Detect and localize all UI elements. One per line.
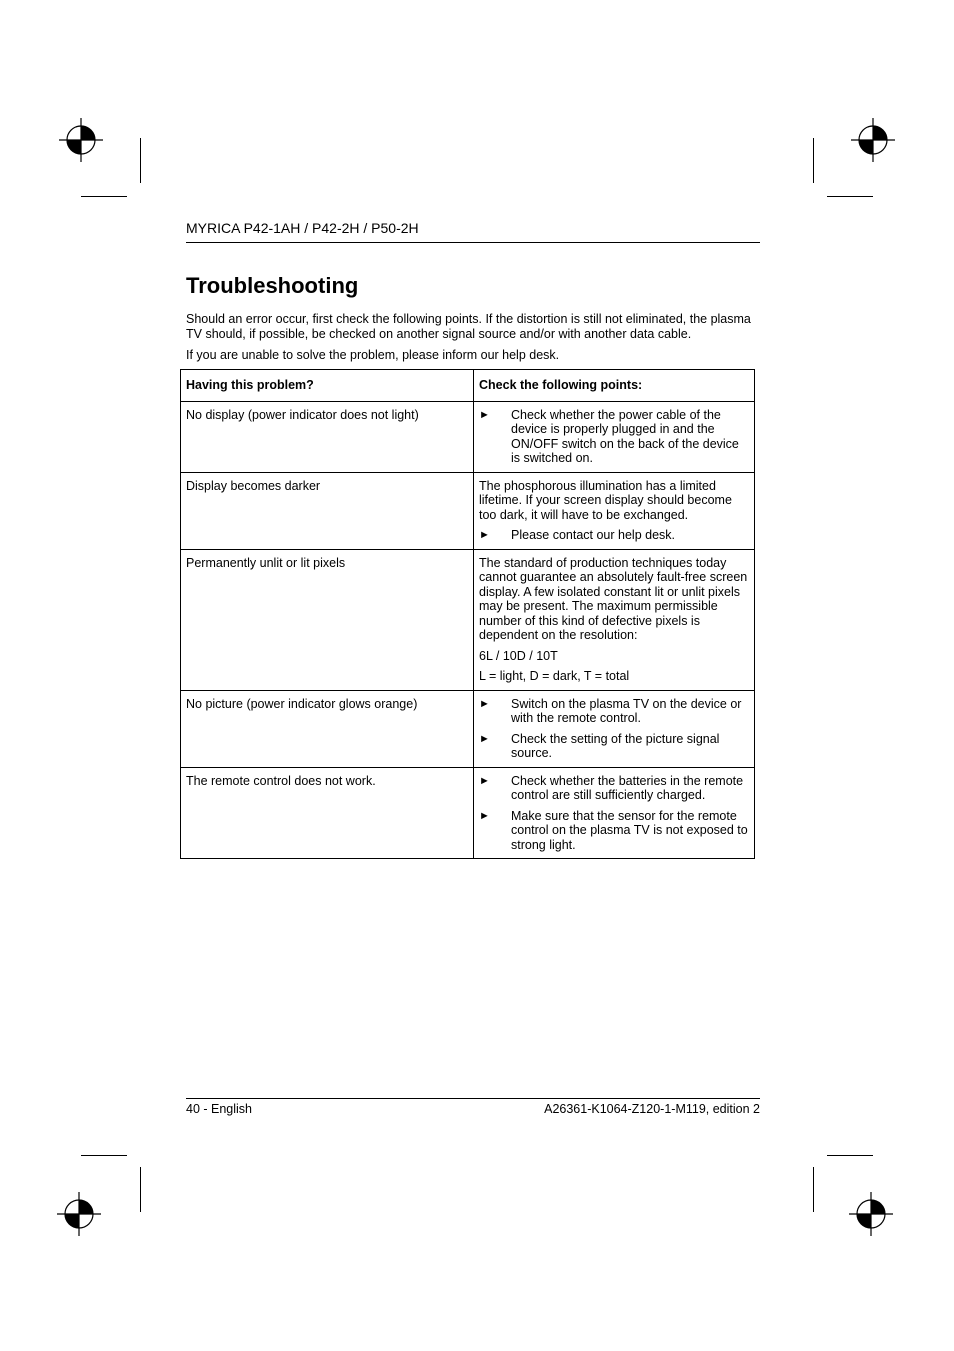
crop-mark [813, 1167, 814, 1212]
crop-mark [81, 196, 127, 197]
solution-bullet [479, 732, 749, 761]
registration-mark-icon [849, 1192, 893, 1236]
solution-text: The phosphorous illumination has a limited lifetime. If your screen display should become too dark, it will have to be exchanged. [479, 478, 732, 522]
table-row [181, 472, 755, 549]
registration-mark-icon [851, 118, 895, 162]
bullet-arrow-icon: ► [479, 529, 490, 541]
crop-mark [140, 138, 141, 183]
solution-text: The standard of production techniques today cannot guarantee an absolutely fault-free screen display. A few isolated constant lit or unlit pixels may be present. The maximum permissible number of this kind of defective pixels is dependent on the resolution: [479, 555, 748, 642]
crop-mark [827, 1155, 873, 1156]
running-header [186, 220, 760, 243]
page-number: 40 - English [186, 1102, 253, 1116]
bullet-text: Switch on the plasma TV on the device or with the remote control. [511, 696, 742, 725]
solution-bullet [479, 528, 749, 543]
document-id: A26361-K1064-Z120-1-M119, edition 2 [544, 1102, 760, 1116]
crop-mark [813, 138, 814, 183]
table-header-row [181, 370, 755, 402]
solution-bullet [479, 408, 749, 466]
problem-cell: Permanently unlit or lit pixels [181, 549, 474, 690]
bullet-text: Check whether the batteries in the remote control are still sufficiently charged. [511, 773, 744, 802]
crop-mark [140, 1167, 141, 1212]
solution-cell [474, 472, 755, 549]
table-row [181, 549, 755, 690]
bullet-arrow-icon: ► [479, 732, 490, 745]
header-title: MYRICA P42-1AH / P42-2H / P50-2H [186, 220, 419, 236]
table-row [181, 690, 755, 767]
intro-paragraph: If you are unable to solve the problem, please inform our help desk. [186, 348, 560, 362]
crop-mark [827, 196, 873, 197]
bullet-arrow-icon: ► [479, 408, 490, 421]
bullet-arrow-icon: ► [479, 697, 490, 710]
registration-mark-icon [59, 118, 103, 162]
running-footer [186, 1098, 760, 1116]
bullet-text: Make sure that the sensor for the remote control on the plasma TV is not exposed to strong light. [511, 808, 748, 852]
problem-cell: The remote control does not work. [181, 767, 474, 859]
intro-text [186, 312, 760, 369]
bullet-text: Check the setting of the picture signal source. [511, 731, 720, 760]
problem-cell: No picture (power indicator glows orange) [181, 690, 474, 767]
column-header-problem: Having this problem? [181, 370, 474, 402]
solution-text: L = light, D = dark, T = total [479, 669, 630, 683]
problem-cell: No display (power indicator does not light) [181, 401, 474, 472]
page-title: Troubleshooting [186, 273, 359, 298]
bullet-text: Check whether the power cable of the device is properly plugged in and the ON/OFF switch on the back of the device is switched on. [511, 407, 739, 465]
column-header-check: Check the following points: [474, 370, 755, 402]
solution-cell [474, 690, 755, 767]
solution-cell [474, 401, 755, 472]
solution-bullet [479, 697, 749, 726]
solution-bullet [479, 774, 749, 803]
crop-mark [81, 1155, 127, 1156]
table-row [181, 401, 755, 472]
bullet-arrow-icon: ► [479, 809, 490, 822]
bullet-text: Please contact our help desk. [511, 528, 675, 542]
intro-paragraph: Should an error occur, first check the following points. If the distortion is still not eliminated, the plasma TV should, if possible, be checked on another signal source and/or with another data cable. [186, 312, 751, 341]
solution-cell [474, 549, 755, 690]
bullet-arrow-icon: ► [479, 774, 490, 787]
table-row [181, 767, 755, 859]
troubleshooting-table [180, 369, 755, 859]
problem-cell: Display becomes darker [181, 472, 474, 549]
registration-mark-icon [57, 1192, 101, 1236]
solution-text: 6L / 10D / 10T [479, 648, 558, 663]
solution-bullet [479, 809, 749, 853]
solution-cell [474, 767, 755, 859]
